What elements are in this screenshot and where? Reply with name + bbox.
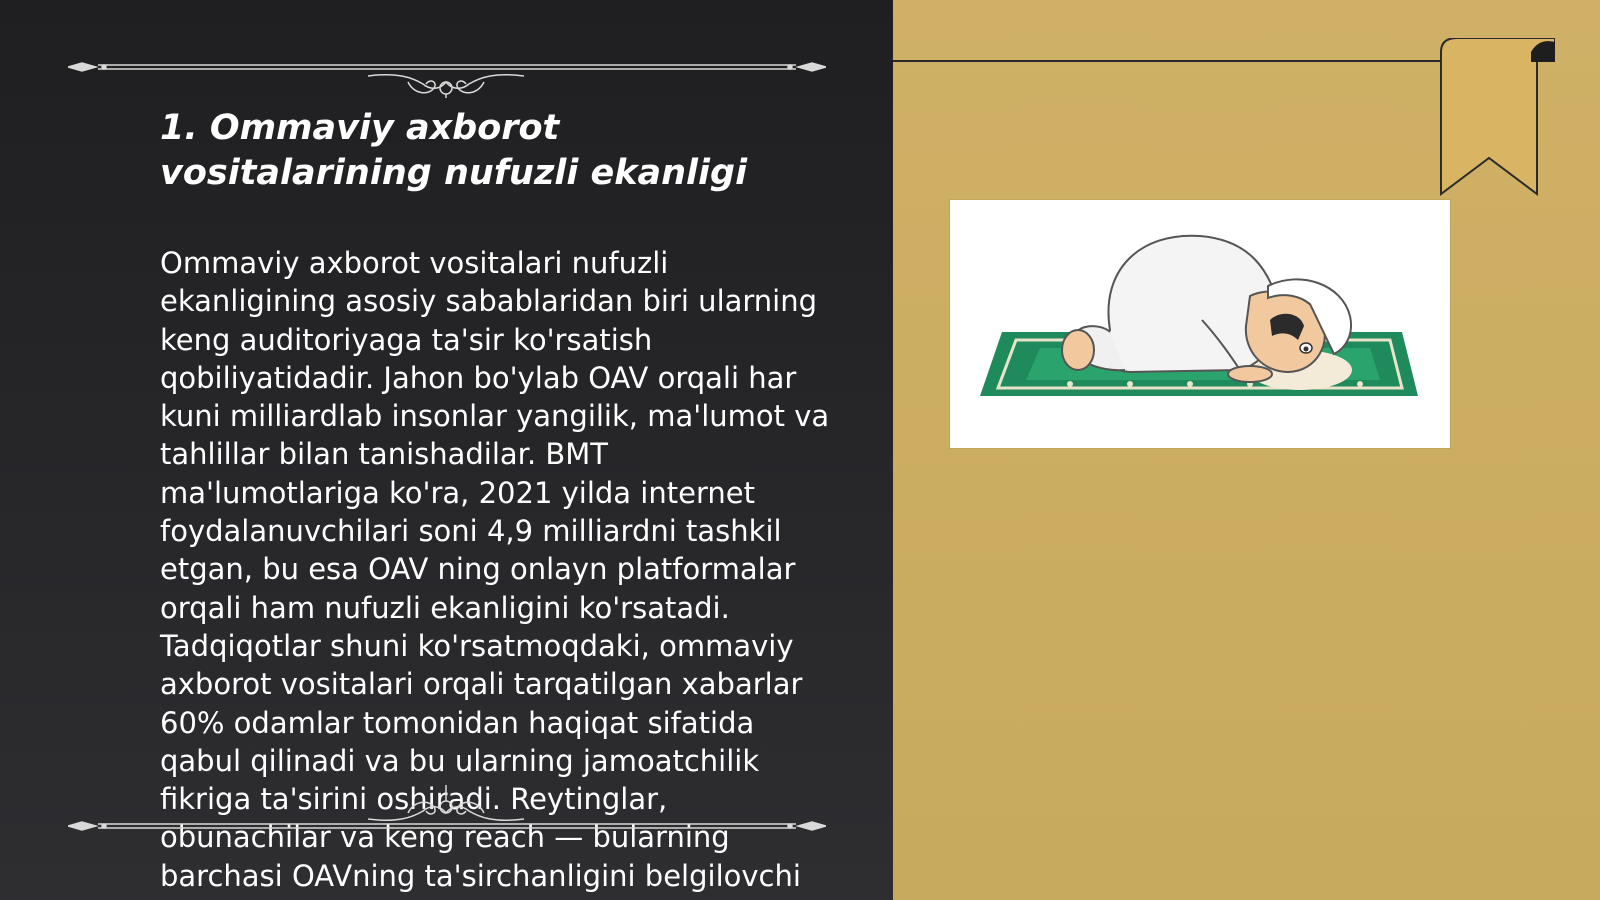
image-panel xyxy=(893,0,1600,900)
slide-title: 1. Ommaviy axborot vositalarining nufuzli ekanligi xyxy=(160,108,748,193)
bookmark-ribbon-icon xyxy=(1435,38,1555,198)
header-rule xyxy=(893,60,1453,62)
slide-body-text: Ommaviy axborot vositalari nufuzli ekanligining asosiy sabablaridan biri ularning keng auditoriyaga ta'sir ko'rsatish qobiliyatidadir. Jahon bo'ylab OAV orqali har kuni milliardlab insonlar yangilik, ma'lumot va tahlillar bilan tanishadilar. BMT ma'lumotlariga ko'ra, 2021 yilda internet foydalanuvchilari soni 4,9 milliardni tashkil etgan, bu esa OAV ning onlayn platformalar orqali ham nufuzli ekanligini ko'rsatadi. Tadqiqotlar shuni ko'rsatmoqdaki, ommaviy axborot vositalari orqali tarqatilgan xabarlar 60% odamlar tomonidan haqiqat sifatida qabul qilinadi va bu ularning jamoatchilik fikriga ta'sirini oshiradi. Reytinglar, obunachilar va keng reach — bularning barchasi OAVning ta'sirchanligini belgilovchi xyxy=(160,246,830,893)
top-ornament-divider-icon xyxy=(68,38,826,98)
bottom-ornament-divider-icon xyxy=(68,775,826,835)
praying-boy-illustration-icon xyxy=(950,200,1450,448)
praying-boy-image xyxy=(950,200,1450,448)
